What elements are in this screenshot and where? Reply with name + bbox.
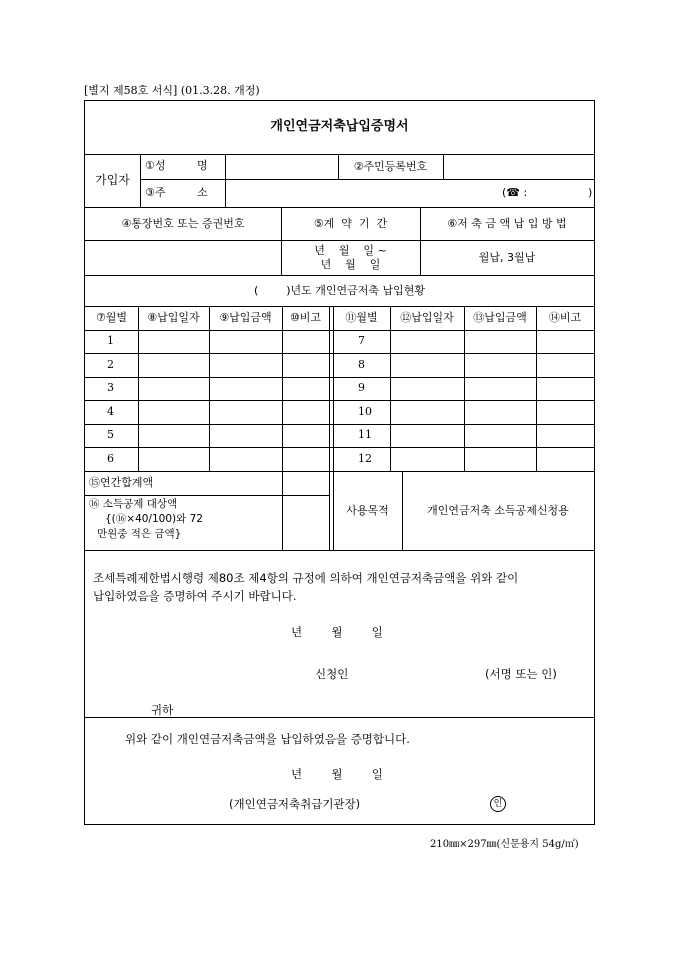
- name-label: ①성 명: [145, 159, 208, 173]
- payment-status-title: ( )년도 개인연금저축 납입현황: [253, 283, 426, 297]
- month-cell: 10: [358, 404, 372, 418]
- account-number-label: ④통장번호 또는 증권번호: [121, 216, 245, 230]
- payment-method-value: 월납, 3월납: [478, 250, 536, 264]
- certification-date: 년 월 일: [291, 767, 383, 781]
- address-label: ③주 소: [145, 185, 208, 199]
- month-cell: 11: [358, 428, 372, 442]
- month-cell: 3: [107, 381, 114, 395]
- month-cell: 9: [358, 381, 365, 395]
- header-pay-amount-right: ⑬납입금액: [473, 311, 527, 325]
- contract-period-start: 년 월 일 ~: [314, 243, 387, 257]
- recipient-label: 귀하: [151, 703, 174, 717]
- header-pay-date-left: ⑧납입일자: [147, 311, 200, 325]
- contract-period-label: ⑤계 약 기 간: [313, 216, 388, 230]
- paper-spec: 210㎜×297㎜(신문용지 54g/㎡): [430, 839, 579, 850]
- rrn-field[interactable]: [444, 154, 594, 179]
- certification-text: 위와 같이 개인연금저축금액을 납입하였음을 증명합니다.: [125, 732, 410, 746]
- phone-label: (☎ :: [502, 185, 528, 199]
- deduction-amount-field[interactable]: [283, 496, 328, 549]
- header-remarks-left: ⑩비고: [289, 311, 322, 325]
- form-title: 개인연금저축납입증명서: [270, 119, 409, 135]
- month-cell: 5: [107, 428, 114, 442]
- header-pay-date-right: ⑫납입일자: [400, 311, 454, 325]
- signature-label: (서명 또는 인): [485, 667, 557, 681]
- contract-period-value: [281, 240, 420, 275]
- header-remarks-right: ⑭비고: [548, 311, 582, 325]
- deduction-block: [85, 497, 282, 542]
- contract-period-end: 년 월 일: [320, 257, 381, 271]
- request-text-line-1: 조세특례제한법시행령 제80조 제4항의 규정에 의하여 개인연금저축금액을 위와 같이: [93, 571, 519, 585]
- month-cell: 2: [107, 357, 114, 371]
- payment-method-label: ⑥저 축 금 액 납 입 방 법: [447, 216, 567, 230]
- account-number-field[interactable]: [86, 241, 280, 275]
- rrn-label: ②주민등록번호: [353, 159, 428, 173]
- issuer-label: (개인연금저축취급기관장): [229, 797, 361, 811]
- phone-close-paren: ): [588, 185, 593, 199]
- form-number-label: [별지 제58호 서식] (01.3.28. 개정): [84, 84, 260, 97]
- month-cell: 7: [358, 334, 365, 348]
- month-cell: 12: [358, 451, 372, 465]
- request-date: 년 월 일: [291, 625, 383, 639]
- month-cell: 1: [107, 334, 114, 348]
- header-month-right: ⑪월별: [345, 311, 378, 325]
- month-cell: 8: [358, 357, 365, 371]
- annual-total-field[interactable]: [283, 472, 328, 494]
- address-field[interactable]: [226, 179, 496, 207]
- month-cell: 4: [107, 404, 114, 418]
- seal-mark: 인: [490, 796, 506, 812]
- purpose-label: 사용목적: [346, 503, 389, 517]
- certificate-form: [84, 100, 595, 825]
- header-month-left: ⑦월별: [95, 311, 128, 325]
- applicant-label: 신청인: [315, 667, 349, 681]
- deduction-label: ⑯ 소득공제 대상액: [89, 498, 178, 510]
- header-pay-amount-left: ⑨납입금액: [219, 311, 272, 325]
- deduction-note-2: 만원중 적은 금액}: [97, 527, 182, 540]
- subscriber-label: 가입자: [95, 173, 130, 187]
- request-text: [93, 569, 518, 606]
- month-cell: 6: [107, 451, 114, 465]
- annual-total-label: ⑮연간합계액: [89, 475, 154, 489]
- purpose-value: 개인연금저축 소득공제신청용: [427, 503, 569, 517]
- request-text-line-2: 납입하였음을 증명하여 주시기 바랍니다.: [93, 589, 297, 604]
- deduction-note-1: {(⑯×40/100)와 72: [105, 512, 203, 525]
- name-field[interactable]: [226, 154, 337, 179]
